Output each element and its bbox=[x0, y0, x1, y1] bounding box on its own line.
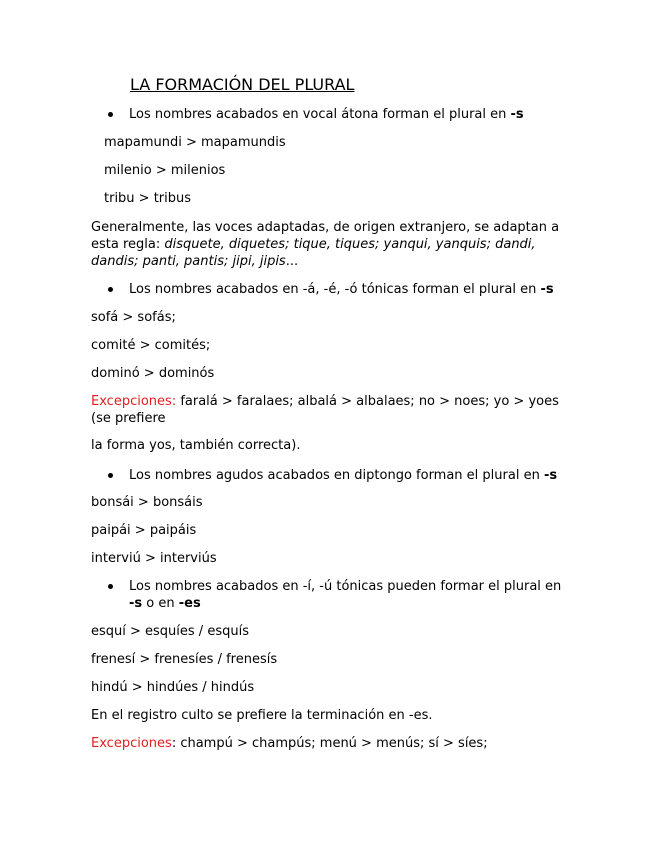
rule-bullet-2: Los nombres acabados en -á, -é, -ó tónicas forman el plural en -s bbox=[129, 282, 554, 297]
example-line: mapamundi > mapamundis bbox=[104, 135, 286, 150]
paragraph-line: Generalmente, las voces adaptadas, de origen extranjero, se adaptan a bbox=[91, 220, 560, 235]
exceptions-line: la forma yos, también correcta). bbox=[91, 438, 301, 453]
example-line: esquí > esquíes / esquís bbox=[91, 624, 249, 639]
rule-bullet-1: Los nombres acabados en vocal átona forman el plural en -s bbox=[129, 107, 524, 122]
example-line: milenio > milenios bbox=[104, 163, 226, 178]
exceptions-line: (se prefiere bbox=[91, 411, 166, 426]
rule-bullet-3: Los nombres agudos acabados en diptongo forman el plural en -s bbox=[129, 468, 558, 483]
paragraph-line: esta regla: disquete, diquetes; tique, tiques; yanqui, yanquis; dandi, bbox=[91, 237, 536, 252]
example-line: comité > comités; bbox=[91, 338, 211, 353]
rule-bullet-4-cont: -s o en -es bbox=[129, 596, 201, 611]
exceptions-label: Excepciones: bbox=[91, 394, 177, 409]
bullet-dot bbox=[108, 584, 113, 589]
bullet-dot bbox=[108, 473, 113, 478]
bullet-dot bbox=[108, 287, 113, 292]
example-line: interviú > interviús bbox=[91, 551, 217, 566]
bullet-dot bbox=[108, 112, 113, 117]
example-line: paipái > paipáis bbox=[91, 523, 197, 538]
example-line: tribu > tribus bbox=[104, 191, 192, 206]
paragraph-line: dandis; panti, pantis; jipi, jipis... bbox=[91, 254, 299, 269]
example-line: hindú > hindúes / hindús bbox=[91, 680, 255, 695]
example-line: bonsái > bonsáis bbox=[91, 495, 203, 510]
page-title: LA FORMACIÓN DEL PLURAL bbox=[130, 75, 355, 94]
exceptions-line: Excepciones: faralá > faralaes; albalá > albalaes; no > noes; yo > yoes bbox=[91, 394, 559, 409]
exceptions-label: Excepciones bbox=[91, 736, 172, 751]
exceptions-line: Excepciones: champú > champús; menú > menús; sí > síes; bbox=[91, 736, 488, 751]
example-line: frenesí > frenesíes / frenesís bbox=[91, 652, 278, 667]
example-line: sofá > sofás; bbox=[91, 310, 176, 325]
example-line: dominó > dominós bbox=[91, 366, 215, 381]
note-line: En el registro culto se prefiere la terminación en -es. bbox=[91, 708, 433, 723]
rule-bullet-4: Los nombres acabados en -í, -ú tónicas pueden formar el plural en bbox=[129, 579, 562, 594]
